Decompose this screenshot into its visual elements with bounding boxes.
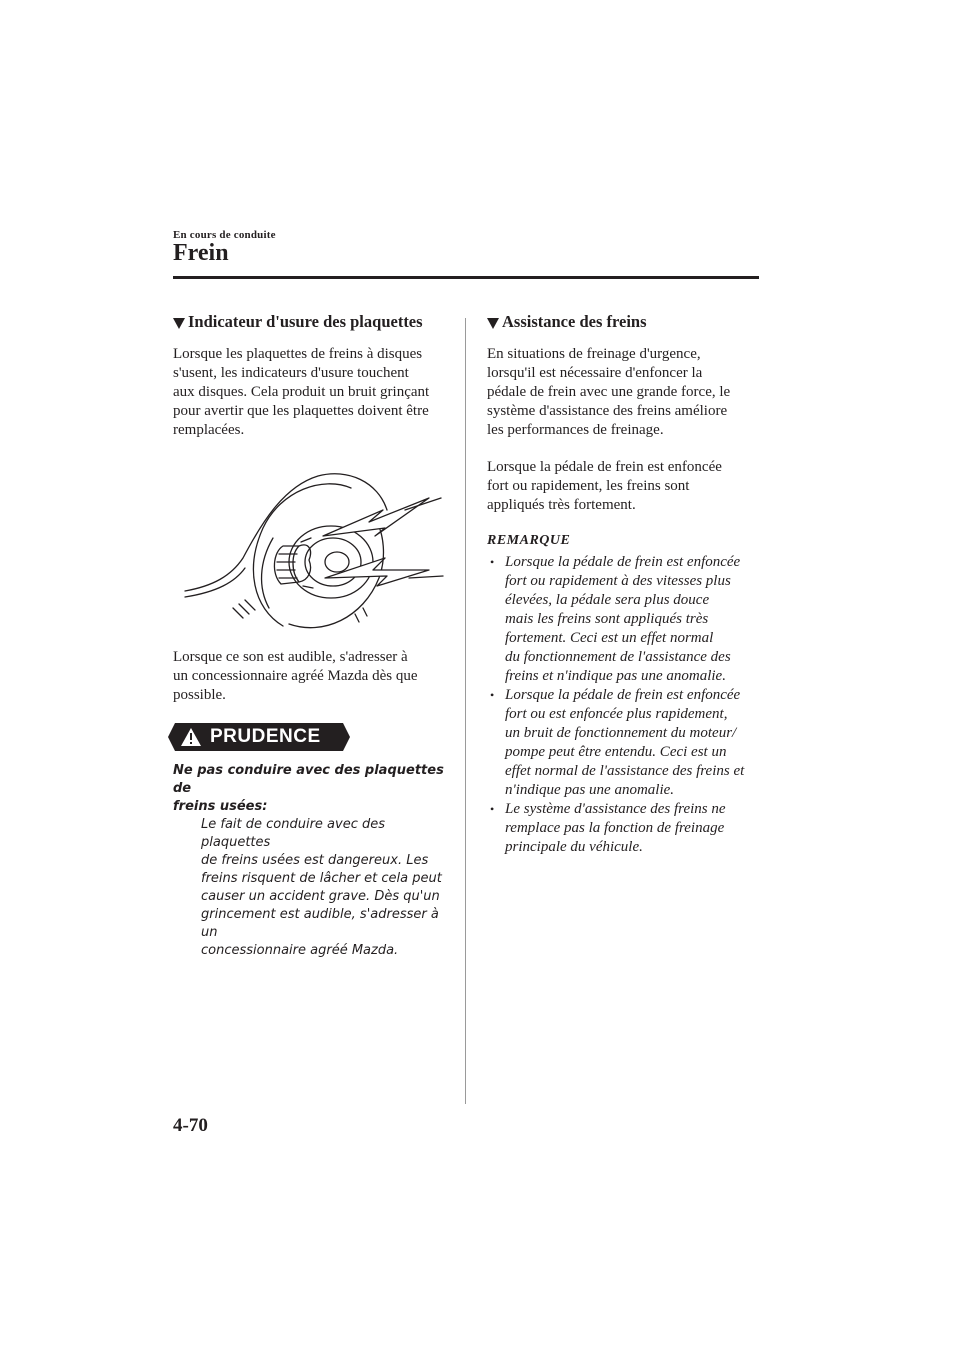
section-name: En cours de conduite <box>173 229 276 241</box>
note-item <box>487 553 759 686</box>
section-heading-text: Indicateur d'usure des plaquettes <box>188 312 423 331</box>
warning-icon <box>180 727 202 747</box>
note-item <box>487 686 759 800</box>
triangle-marker-icon <box>487 318 499 329</box>
page-title: Frein <box>173 240 229 266</box>
note-text: Lorsque la pédale de frein est enfoncée fort ou est enfoncée plus rapidement, un bruit de fonctionnement du moteur/ pompe peut être entendu. Ceci est un effet normal de l'assistance des freins et n'indique pas une anomalie. <box>505 687 745 798</box>
right-column <box>487 312 759 857</box>
paragraph: Lorsque les plaquettes de freins à disques s'usent, les indicateurs d'usure touchent aux disques. Cela produit un bruit grinçant pour avertir que les plaquettes doivent être remplacées. <box>173 346 430 438</box>
caution-text: Le fait de conduire avec des plaquettes de freins usées est dangereux. Les freins risquent de lâcher et cela peut causer un accident grave. Dès qu'un grincement est audible, s'adresser à un concessionnaire agréé Mazda. <box>201 817 442 958</box>
bullet-icon: • <box>490 802 495 816</box>
page-number: 4-70 <box>173 1115 208 1136</box>
note-label: REMARQUE <box>487 533 571 548</box>
caution-banner <box>175 723 343 751</box>
caution-title: Ne pas conduire avec des plaquettes de freins usées: <box>173 763 444 814</box>
left-column <box>173 312 451 960</box>
bullet-icon: • <box>490 555 495 569</box>
note-list <box>487 553 759 857</box>
section-heading-text: Assistance des freins <box>502 312 647 331</box>
note-text: Lorsque la pédale de frein est enfoncée fort ou rapidement à des vitesses plus élevées, la pédale sera plus douce mais les freins sont appliqués très fortement. Ceci est un effet normal du fonctionnement de l'assistance des freins et n'indique pas une anomalie. <box>505 554 741 684</box>
paragraph: Lorsque ce son est audible, s'adresser à un concessionnaire agréé Mazda dès que possible. <box>173 649 418 703</box>
caution-label: PRUDENCE <box>210 726 321 747</box>
header-rule <box>173 276 759 279</box>
triangle-marker-icon <box>173 318 185 329</box>
bullet-icon: • <box>490 688 495 702</box>
section-heading-pad-wear <box>173 312 451 332</box>
paragraph: Lorsque la pédale de frein est enfoncée fort ou rapidement, les freins sont appliqués très fortement. <box>487 459 722 513</box>
note-text: Le système d'assistance des freins ne remplace pas la fonction de freinage principale du véhicule. <box>505 801 726 855</box>
column-divider <box>465 318 466 1104</box>
brake-wear-illustration <box>173 458 451 638</box>
section-heading-brake-assist <box>487 312 759 332</box>
note-item <box>487 800 759 857</box>
paragraph: En situations de freinage d'urgence, lorsqu'il est nécessaire d'enfoncer la pédale de frein avec une grande force, le système d'assistance des freins améliore les performances de freinage. <box>487 346 731 438</box>
